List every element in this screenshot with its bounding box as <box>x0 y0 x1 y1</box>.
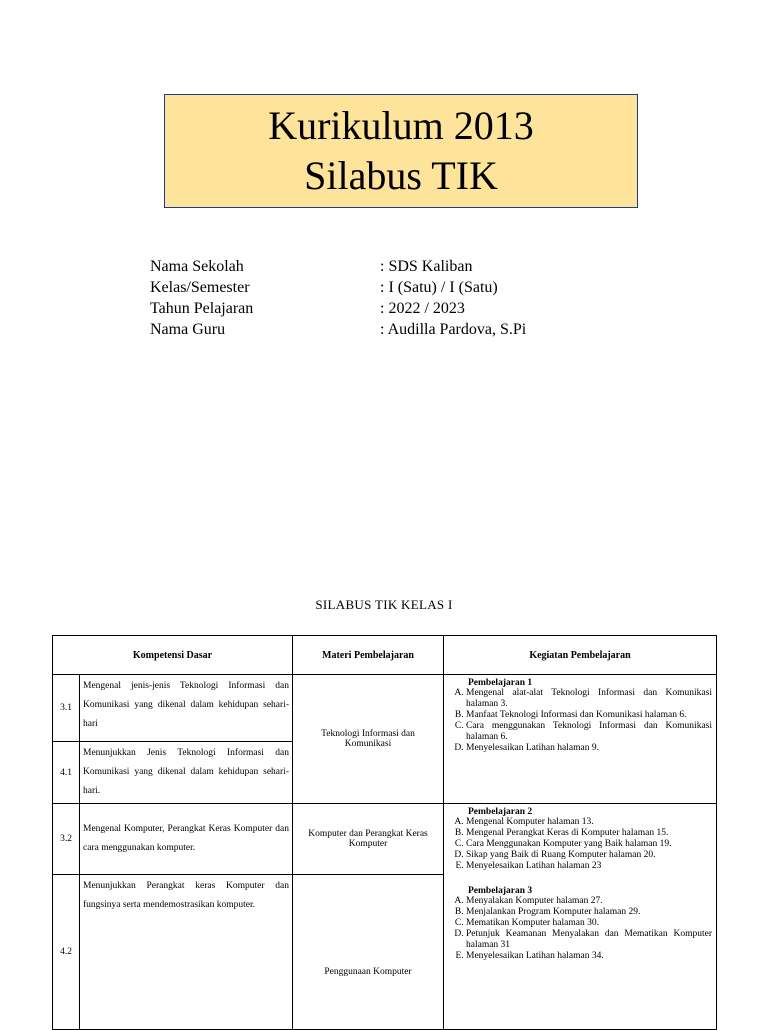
kd-text: Mengenal jenis-jenis Teknologi Informasi dan Komunikasi yang dikenal dalam kehidupan sehari-hari <box>80 675 293 742</box>
info-value: : 2022 / 2023 <box>380 300 465 317</box>
kd-number: 3.2 <box>53 804 80 875</box>
list-item: A. Mengenal Komputer halaman 13. <box>466 817 712 828</box>
list-item: B. Manfaat Teknologi Informasi dan Komunikasi halaman 6. <box>466 710 712 721</box>
materi-cell: Penggunaan Komputer <box>293 875 444 1030</box>
kegiatan-cell <box>444 804 717 1030</box>
kd-number: 4.1 <box>53 742 80 804</box>
header-materi: Materi Pembelajaran <box>293 636 444 675</box>
table-title: SILABUS TIK KELAS I <box>315 597 453 612</box>
table-row <box>53 675 717 742</box>
table-row <box>53 804 717 875</box>
kegiatan-list <box>448 817 712 872</box>
kd-text: Mengenal Komputer, Perangkat Keras Komputer dan cara menggunakan komputer. <box>80 804 293 875</box>
list-item: A. Menyalakan Komputer halaman 27. <box>466 896 712 907</box>
list-item: D. Menyelesaikan Latihan halaman 9. <box>466 743 712 754</box>
pembelajaran-title: Pembelajaran 1 <box>468 678 533 688</box>
kd-number: 4.2 <box>53 875 80 1030</box>
materi-cell: Komputer dan Perangkat Keras Komputer <box>293 804 444 875</box>
kegiatan-list <box>448 896 712 962</box>
list-item: A. Mengenal alat-alat Teknologi Informasi dan Komunikasi halaman 3. <box>466 688 712 710</box>
info-label: Nama Guru <box>150 321 226 338</box>
school-info <box>150 256 650 340</box>
kegiatan-cell <box>444 675 717 804</box>
materi-cell: Teknologi Informasi dan Komunikasi <box>293 675 444 804</box>
list-item: E. Menyelesaikan Latihan halaman 34. <box>466 951 712 962</box>
info-row-class <box>150 277 650 298</box>
pembelajaran-title: Pembelajaran 2 <box>468 807 533 817</box>
list-item: D. Sikap yang Baik di Ruang Komputer halaman 20. <box>466 850 712 861</box>
title-box <box>164 94 638 208</box>
kegiatan-list <box>448 688 712 754</box>
header-kompetensi-dasar: Kompetensi Dasar <box>53 636 293 675</box>
list-item: D. Petunjuk Keamanan Menyalakan dan Mematikan Komputer halaman 31 <box>466 929 712 951</box>
syllabus-table <box>52 635 717 1030</box>
info-label: Nama Sekolah <box>150 258 244 275</box>
list-item: B. Mengenal Perangkat Keras di Komputer halaman 15. <box>466 828 712 839</box>
list-item: B. Menjalankan Program Komputer halaman 29. <box>466 907 712 918</box>
list-item: C. Cara menggunakan Teknologi Informasi dan Komunikasi halaman 6. <box>466 721 712 743</box>
info-row-year <box>150 298 650 319</box>
pembelajaran-title: Pembelajaran 3 <box>468 886 533 896</box>
info-value: : SDS Kaliban <box>380 258 473 275</box>
list-item: C. Cara Menggunakan Komputer yang Baik halaman 19. <box>466 839 712 850</box>
header-kegiatan: Kegiatan Pembelajaran <box>444 636 717 675</box>
info-value: : Audilla Pardova, S.Pi <box>380 321 527 338</box>
info-label: Kelas/Semester <box>150 279 250 296</box>
list-item: E. Menyelesaikan Latihan halaman 23 <box>466 861 712 872</box>
table-header-row <box>53 636 717 675</box>
kd-number: 3.1 <box>53 675 80 742</box>
title-line-2: Silabus TIK <box>304 153 498 198</box>
info-row-school <box>150 256 650 277</box>
info-label: Tahun Pelajaran <box>150 300 254 317</box>
title-line-1: Kurikulum 2013 <box>268 103 534 148</box>
kd-text: Menunjukkan Perangkat keras Komputer dan fungsinya serta mendemostrasikan komputer. <box>80 875 293 1030</box>
info-row-teacher <box>150 319 650 340</box>
info-value: : I (Satu) / I (Satu) <box>380 279 498 296</box>
list-item: C. Mematikan Komputer halaman 30. <box>466 918 712 929</box>
kd-text: Menunjukkan Jenis Teknologi Informasi dan Komunikasi yang dikenal dalam kehidupan sehari-hari. <box>80 742 293 804</box>
